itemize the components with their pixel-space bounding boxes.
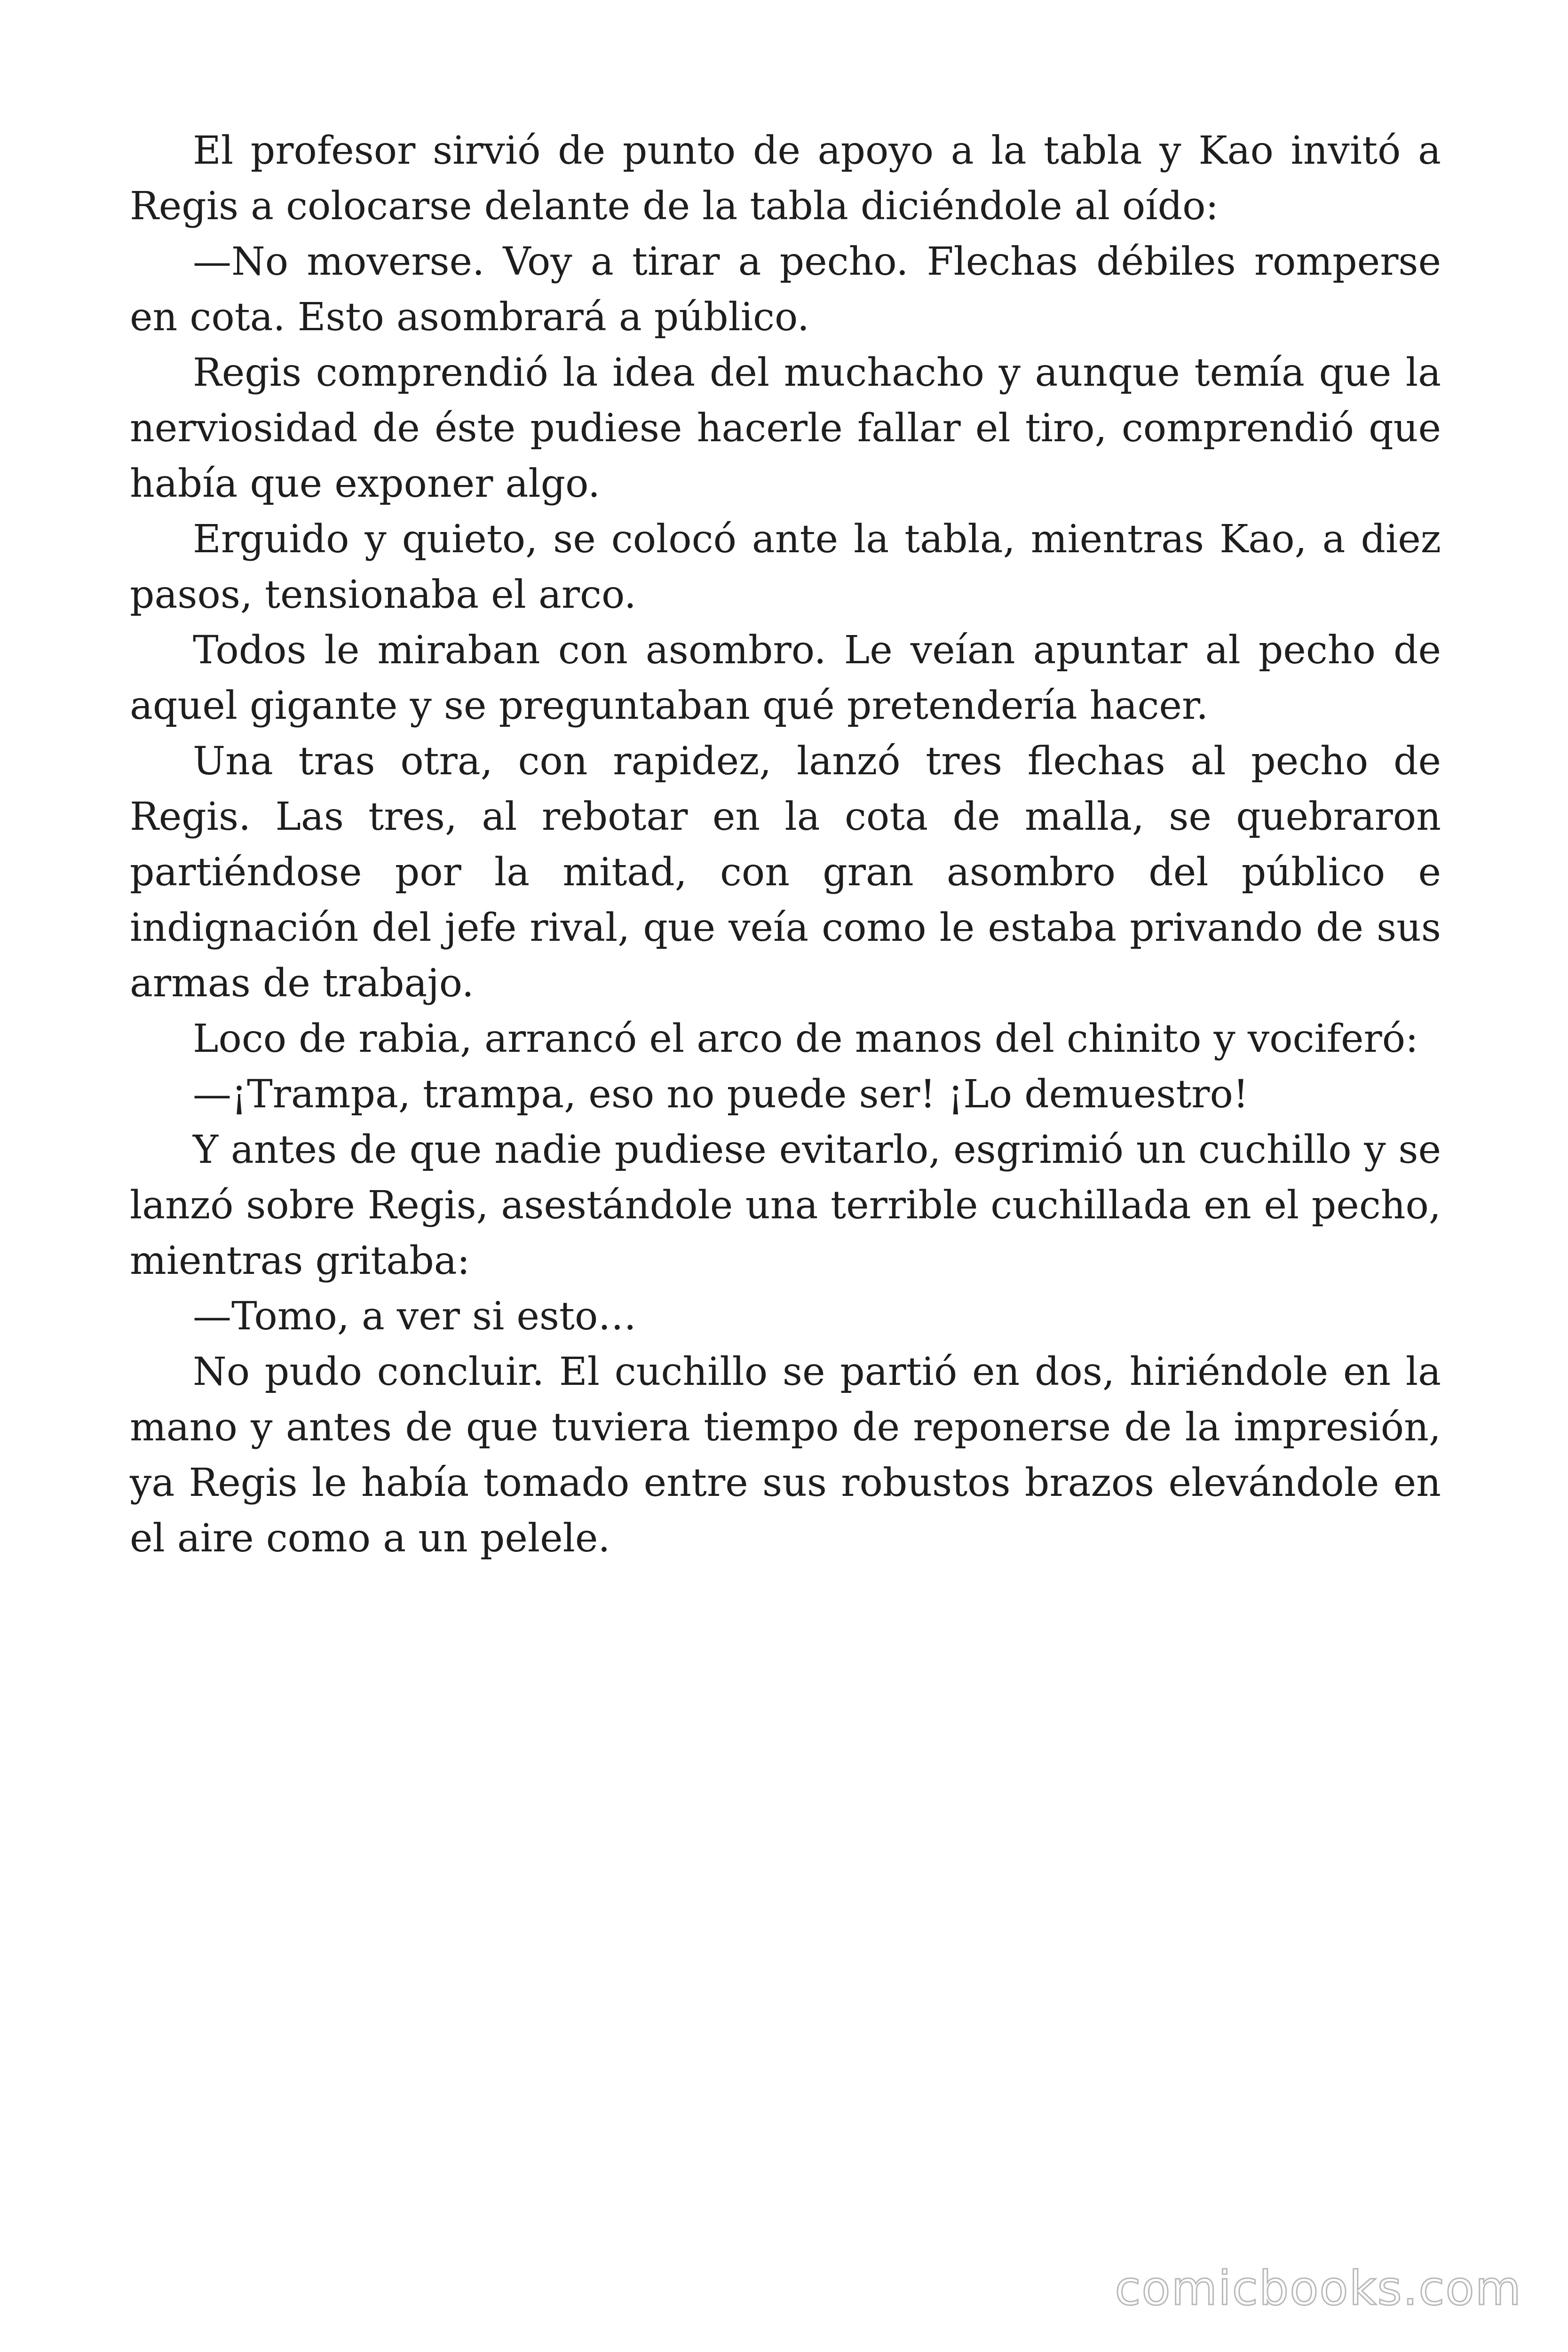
paragraph: Una tras otra, con rapidez, lanzó tres flechas al pecho de Regis. Las tres, al rebotar en la cota de malla, se quebraron partiéndose por la mitad, con gran asombro del público e indignación del jefe rival, que veía como le estaba privando de sus armas de trabajo. <box>130 739 1441 1006</box>
paragraph: No pudo concluir. El cuchillo se partió en dos, hiriéndole en la mano y antes de que tuviera tiempo de reponerse de la impresión, ya Regis le había tomado entre sus robustos brazos elevándole en el aire como a un pelele. <box>130 1350 1441 1561</box>
paragraph: Regis comprendió la idea del muchacho y aunque temía que la nerviosidad de éste pudiese hacerle fallar el tiro, comprendió que había que exponer algo. <box>130 350 1441 506</box>
paragraph: Y antes de que nadie pudiese evitarlo, esgrimió un cuchillo y se lanzó sobre Regis, asestándole una terrible cuchillada en el pecho, mientras gritaba: <box>130 1128 1441 1283</box>
paragraph: El profesor sirvió de punto de apoyo a la tabla y Kao invitó a Regis a colocarse delante de la tabla diciéndole al oído: <box>130 128 1441 229</box>
paragraph: —Tomo, a ver si esto… <box>193 1294 637 1339</box>
paragraph: —¡Trampa, trampa, eso no puede ser! ¡Lo demuestro! <box>193 1072 1249 1117</box>
page-text <box>130 123 1441 1566</box>
paragraph: —No moverse. Voy a tirar a pecho. Flechas débiles romperse en cota. Esto asombrará a público. <box>130 239 1441 340</box>
paragraph: Todos le miraban con asombro. Le veían apuntar al pecho de aquel gigante y se preguntaban qué pretendería hacer. <box>130 628 1441 728</box>
paragraph: Loco de rabia, arrancó el arco de manos del chinito y vociferó: <box>193 1017 1418 1061</box>
paragraph: Erguido y quieto, se colocó ante la tabla, mientras Kao, a diez pasos, tensionaba el arco. <box>130 517 1441 617</box>
watermark: comicbooks.com <box>1115 2261 1522 2316</box>
